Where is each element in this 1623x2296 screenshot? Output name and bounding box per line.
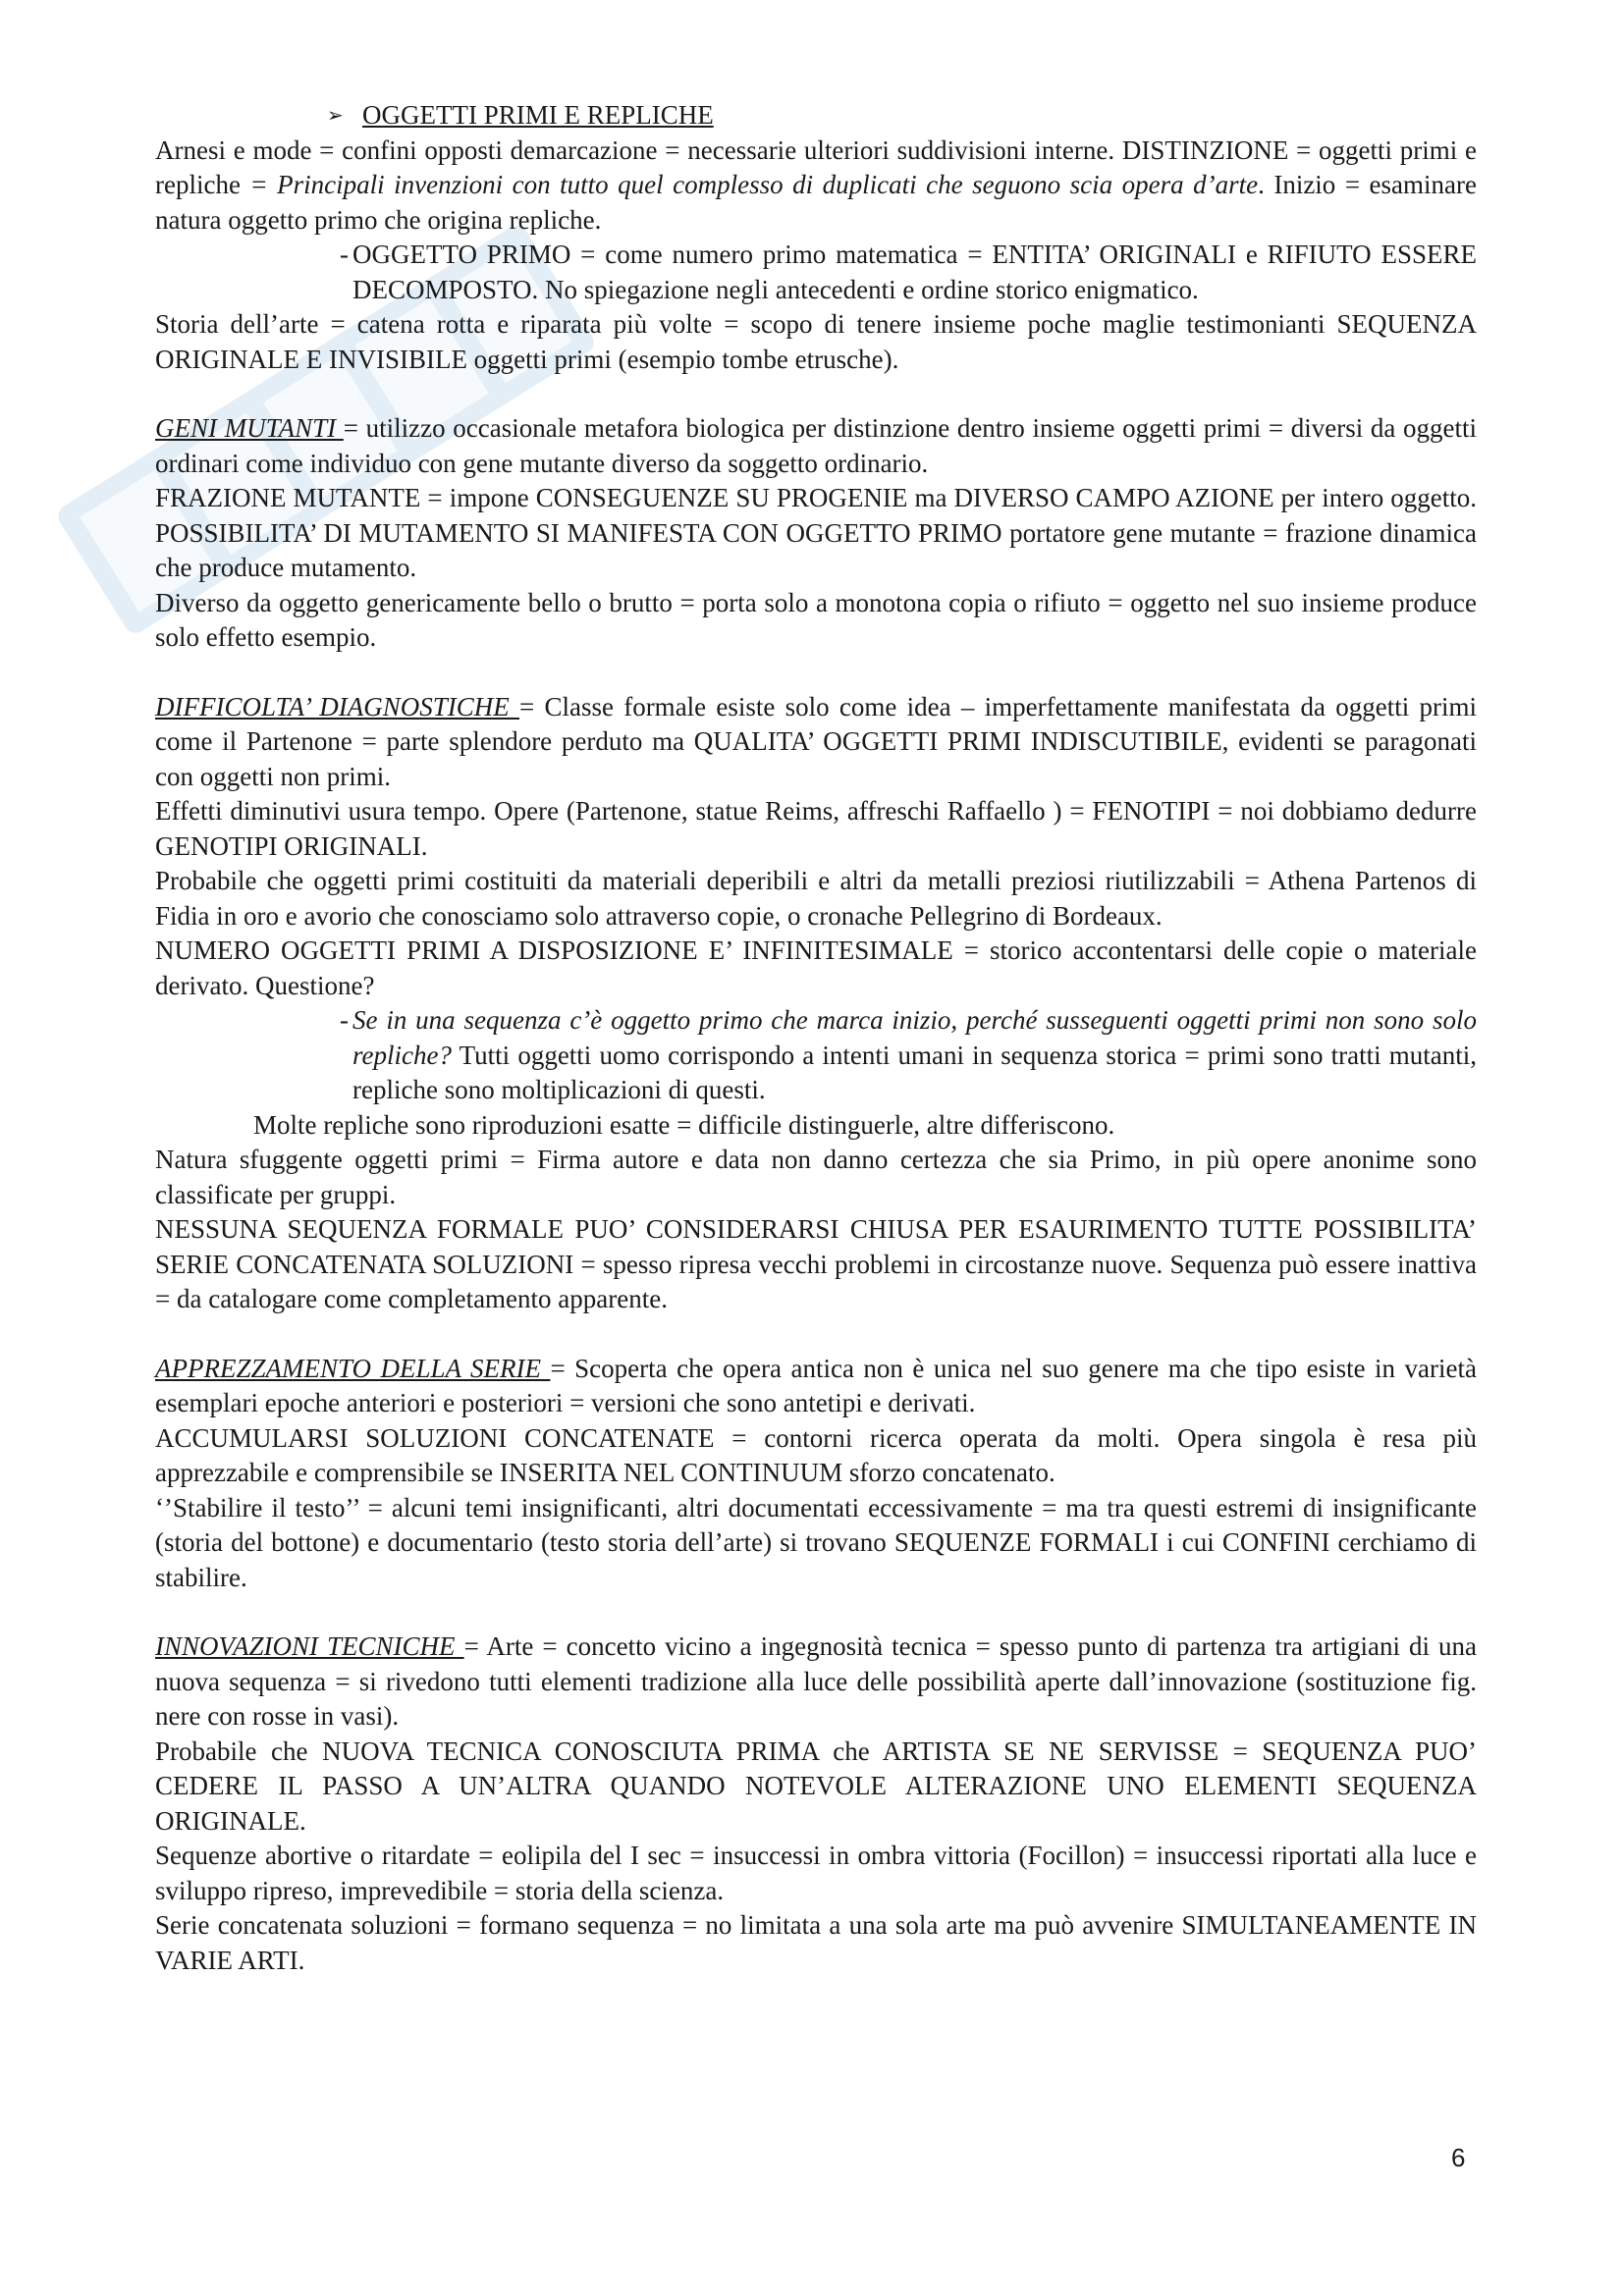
paragraph: APPREZZAMENTO DELLA SERIE = Scoperta che opera antica non è unica nel suo genere ma che tipo esiste in varietà esemplari epoche anteriori e posteriori = versioni che sono antetipi e derivati.: [155, 1353, 1477, 1417]
heading-geni-mutanti: GENI MUTANTI: [155, 413, 344, 443]
section-title: ➢ OGGETTI PRIMI E REPLICHE: [155, 98, 1477, 133]
paragraph: DIFFICOLTA’ DIAGNOSTICHE = Classe formale esiste solo come idea – imperfettamente manifestata da oggetti primi come il Partenone = parte splendore perduto ma QUALITA’ OGGETTI PRIMI INDISCUTIBILE, evidenti se paragonati con oggetti non primi.: [155, 691, 1477, 791]
paragraph: Effetti diminutivi usura tempo. Opere (Partenone, statue Reims, affreschi Raffaello ) = FENOTIPI = noi dobbiamo dedurre GENOTIPI ORIGINALI.: [155, 796, 1477, 861]
paragraph: Arnesi e mode = confini opposti demarcazione = necessarie ulteriori suddivisioni interne. DISTINZIONE = oggetti primi e repliche = Principali invenzioni con tutto quel complesso di duplicati che seguono scia opera d’arte. Inizio = esaminare natura oggetto primo che origina repliche.: [155, 134, 1477, 235]
bullet-item: - OGGETTO PRIMO = come numero primo matematica = ENTITA’ ORIGINALI e RIFIUTO ESSERE DECOMPOSTO. No spiegazione negli antecedenti e ordine storico enigmatico.: [340, 240, 1477, 304]
paragraph: Sequenze abortive o ritardate = eolipila del I sec = insuccessi in ombra vittoria (Focillon) = insuccessi riportati alla luce e sviluppo ripreso, imprevedibile = storia della scienza.: [155, 1841, 1477, 1905]
paragraph: Natura sfuggente oggetti primi = Firma autore e data non danno certezza che sia Primo, in più opere anonime sono classificate per gruppi.: [155, 1145, 1477, 1209]
heading-innovazioni: INNOVAZIONI TECNICHE: [155, 1631, 464, 1661]
paragraph: Probabile che oggetti primi costituiti da materiali deperibili e altri da metalli preziosi riutilizzabili = Athena Partenos di Fidia in oro e avorio che conosciamo solo attraverso copie, o cronache Pellegrino di Bordeaux.: [155, 866, 1477, 931]
paragraph: FRAZIONE MUTANTE = impone CONSEGUENZE SU PROGENIE ma DIVERSO CAMPO AZIONE per intero oggetto. POSSIBILITA’ DI MUTAMENTO SI MANIFESTA CON OGGETTO PRIMO portatore gene mutante = frazione dinamica che produce mutamento.: [155, 483, 1477, 582]
paragraph: NUMERO OGGETTI PRIMI A DISPOSIZIONE E’ INFINITESIMALE = storico accontentarsi delle copie o materiale derivato. Questione?: [155, 935, 1477, 1000]
paragraph: ‘’Stabilire il testo’’ = alcuni temi insignificanti, altri documentati eccessivamente = ma tra questi estremi di insignificante (storia del bottone) e documentario (testo storia dell’arte) si trovano SEQUENZE FORMALI i cui CONFINI cerchiamo di stabilire.: [155, 1492, 1477, 1592]
paragraph: Probabile che NUOVA TECNICA CONOSCIUTA PRIMA che ARTISTA SE NE SERVISSE = SEQUENZA PUO’ CEDERE IL PASSO A UN’ALTRA QUANDO NOTEVOLE ALTERAZIONE UNO ELEMENTI SEQUENZA ORIGINALE.: [155, 1735, 1477, 1836]
heading-difficolta: DIFFICOLTA’ DIAGNOSTICHE: [155, 691, 519, 721]
paragraph: GENI MUTANTI = utilizzo occasionale metafora biologica per distinzione dentro insieme oggetti primi = diversi da oggetti ordinari come individuo con gene mutante diverso da soggetto ordinario.: [155, 413, 1477, 478]
heading-apprezzamento: APPREZZAMENTO DELLA SERIE: [155, 1353, 551, 1383]
paragraph: Molte repliche sono riproduzioni esatte = difficile distinguerle, altre differiscono.: [253, 1109, 1115, 1140]
paragraph: Serie concatenata soluzioni = formano sequenza = no limitata a una sola arte ma può avvenire SIMULTANEAMENTE IN VARIE ARTI.: [155, 1910, 1477, 1975]
page-number: 6: [1451, 2143, 1466, 2172]
arrow-bullet-icon: ➢: [327, 103, 344, 127]
paragraph: Diverso da oggetto genericamente bello o brutto = porta solo a monotona copia o rifiuto = oggetto nel suo insieme produce solo effetto esempio.: [155, 587, 1477, 652]
bullet-item: - Se in una sequenza c’è oggetto primo che marca inizio, perché susseguenti oggetti primi non sono solo repliche? Tutti oggetti uomo corrispondo a intenti umani in sequenza storica = primi sono tratti mutanti, repliche sono moltiplicazioni di questi.: [340, 1005, 1477, 1104]
paragraph: ACCUMULARSI SOLUZIONI CONCATENATE = contorni ricerca operata da molti. Opera singola è resa più apprezzabile e comprensibile se INSERITA NEL CONTINUUM sforzo concatenato.: [155, 1422, 1477, 1487]
paragraph: NESSUNA SEQUENZA FORMALE PUO’ CONSIDERARSI CHIUSA PER ESAURIMENTO TUTTE POSSIBILITA’ SERIE CONCATENATA SOLUZIONI = spesso ripresa vecchi problemi in circostanze nuove. Sequenza può essere inattiva = da catalogare come completamento apparente.: [155, 1214, 1477, 1313]
paragraph: Storia dell’arte = catena rotta e riparata più volte = scopo di tenere insieme poche maglie testimonianti SEQUENZA ORIGINALE E INVISIBILE oggetti primi (esempio tombe etrusche).: [155, 309, 1477, 374]
document-body: [155, 98, 1477, 1978]
paragraph: INNOVAZIONI TECNICHE = Arte = concetto vicino a ingegnosità tecnica = spesso punto di partenza tra artigiani di una nuova sequenza = si rivedono tutti elementi tradizione alla luce delle possibilità aperte dall’innovazione (sostituzione fig. nere con rosse in vasi).: [155, 1631, 1478, 1731]
